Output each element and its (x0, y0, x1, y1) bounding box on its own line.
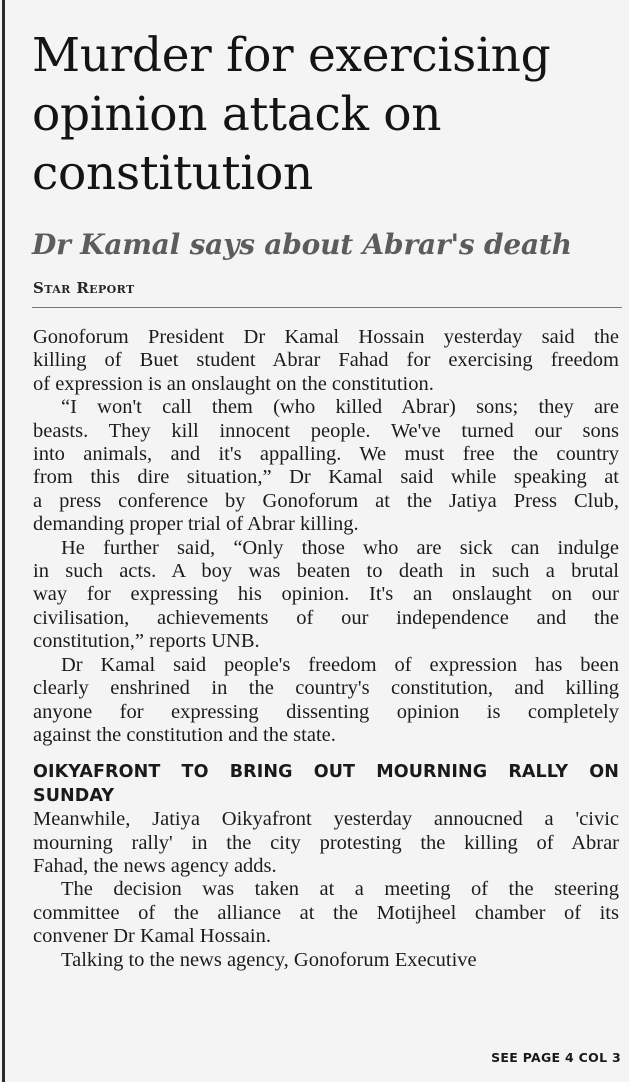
headline-line: constitution (32, 146, 313, 201)
text-line: Talking to the news agency, Gonoforum Executive (61, 948, 477, 971)
paragraph (33, 949, 619, 972)
paragraph (33, 396, 619, 536)
continued-jump-line: SEE PAGE 4 COL 3 (491, 1050, 621, 1065)
column-border (2, 0, 5, 1082)
headline (32, 26, 622, 203)
text-line: Meanwhile, Jatiya Oikyafront yesterday annoucned a 'civic (33, 808, 619, 831)
text-line: a press conference by Gonoforum at the Jatiya Press Club, (33, 489, 619, 512)
paragraph (33, 537, 619, 654)
paragraph (33, 326, 619, 396)
text-line: convener Dr Kamal Hossain. (33, 925, 271, 948)
article-body (33, 326, 619, 972)
paragraph (33, 808, 619, 878)
text-line: constitution,” reports UNB. (33, 630, 260, 653)
text-line: way for expressing his opinion. It's an onslaught on our (33, 583, 619, 606)
paragraph (33, 878, 619, 948)
text-line: He further said, “Only those who are sick can indulge (61, 536, 619, 559)
text-line: of expression is an onslaught on the constitution. (33, 372, 434, 395)
headline-line: opinion attack on (32, 87, 442, 142)
text-line: clearly enshrined in the country's constitution, and killing (33, 677, 619, 700)
text-line: Dr Kamal said people's freedom of expression has been (61, 653, 619, 676)
text-line: from this dire situation,” Dr Kamal said while speaking at (33, 466, 619, 489)
text-line: demanding proper trial of Abrar killing. (33, 513, 359, 536)
byline-divider (32, 307, 622, 308)
text-line: beasts. They kill innocent people. We've turned our sons (33, 419, 619, 442)
section-heading-line: OIKYAFRONT TO BRING OUT MOURNING RALLY ON (33, 762, 619, 783)
text-line: Fahad, the news agency adds. (33, 854, 277, 877)
byline: Star Report (33, 279, 135, 297)
text-line: into animals, and it's appalling. We must free the country (33, 443, 619, 466)
text-line: committee of the alliance at the Motijheel chamber of its (33, 901, 619, 924)
section-heading (33, 761, 619, 808)
text-line: against the constitution and the state. (33, 723, 336, 746)
section-heading-line: SUNDAY (33, 785, 115, 806)
headline-line: Murder for exercising (32, 28, 551, 83)
text-line: civilisation, achievements of our independence and the (33, 606, 619, 629)
text-line: The decision was taken at a meeting of the steering (61, 878, 619, 901)
text-line: Gonoforum President Dr Kamal Hossain yesterday said the (33, 326, 619, 348)
text-line: mourning rally' in the city protesting the killing of Abrar (33, 831, 619, 854)
subheadline: Dr Kamal says about Abrar's death (32, 228, 572, 261)
text-line: in such acts. A boy was beaten to death in such a brutal (33, 560, 619, 583)
text-line: killing of Buet student Abrar Fahad for exercising freedom (33, 349, 619, 372)
paragraph (33, 654, 619, 748)
text-line: “I won't call them (who killed Abrar) sons; they are (61, 396, 619, 419)
text-line: anyone for expressing dissenting opinion is completely (33, 700, 619, 723)
